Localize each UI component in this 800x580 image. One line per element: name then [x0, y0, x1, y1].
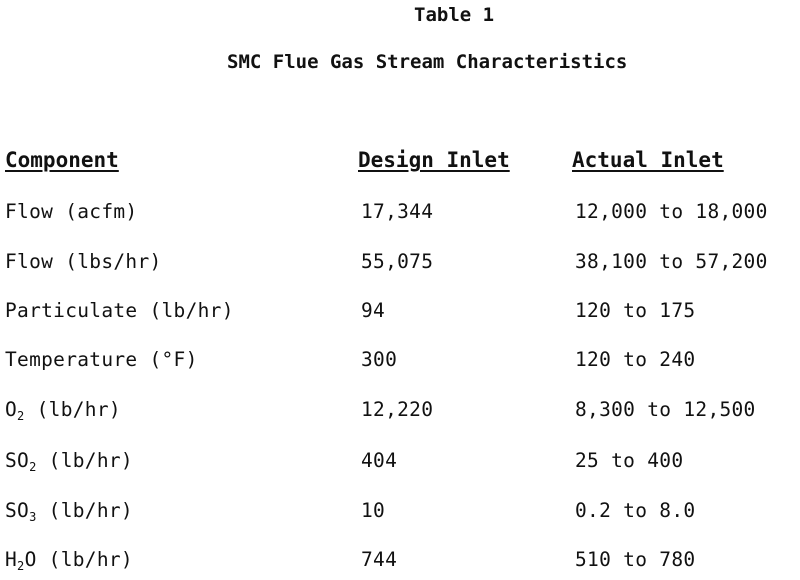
design-inlet-value: 744 [361, 548, 398, 571]
table-row [0, 299, 800, 327]
component-name: $H_2O$ (lb/hr) [5, 548, 133, 573]
actual-inlet-value: 0.2 to 8.0 [575, 499, 696, 522]
design-inlet-value: 404 [361, 449, 398, 472]
design-inlet-value: 300 [361, 348, 398, 371]
actual-inlet-value: 25 to 400 [575, 449, 684, 472]
component-name: Particulate (lb/hr) [5, 299, 234, 322]
actual-inlet-value: 120 to 240 [575, 348, 696, 371]
design-inlet-value: 10 [361, 499, 386, 522]
component-name: Flow (acfm) [5, 200, 138, 223]
table-row [0, 398, 800, 426]
table-row [0, 499, 800, 527]
actual-inlet-value: 510 to 780 [575, 548, 696, 571]
actual-inlet-value: 38,100 to 57,200 [575, 250, 768, 273]
component-name: Temperature (°F) [5, 348, 198, 371]
design-inlet-value: 12,220 [361, 398, 434, 421]
table-row [0, 348, 800, 376]
component-name: Flow (lbs/hr) [5, 250, 162, 273]
table-label: Table 1 [414, 4, 495, 26]
column-header-actual-inlet: Actual Inlet [572, 148, 724, 172]
design-inlet-value: 55,075 [361, 250, 434, 273]
actual-inlet-value: 12,000 to 18,000 [575, 200, 768, 223]
actual-inlet-value: 120 to 175 [575, 299, 696, 322]
design-inlet-value: 17,344 [361, 200, 434, 223]
table-row [0, 548, 800, 576]
column-header-design-inlet: Design Inlet [358, 148, 510, 172]
table-row [0, 449, 800, 477]
component-name: $SO_2$ (lb/hr) [5, 449, 133, 474]
table-title: SMC Flue Gas Stream Characteristics [227, 51, 628, 73]
design-inlet-value: 94 [361, 299, 386, 322]
component-name: $O_2$ (lb/hr) [5, 398, 121, 423]
table-row [0, 200, 800, 228]
actual-inlet-value: 8,300 to 12,500 [575, 398, 756, 421]
component-name: $SO_3$ (lb/hr) [5, 499, 133, 524]
column-header-component: Component [5, 148, 119, 172]
table-row [0, 250, 800, 278]
